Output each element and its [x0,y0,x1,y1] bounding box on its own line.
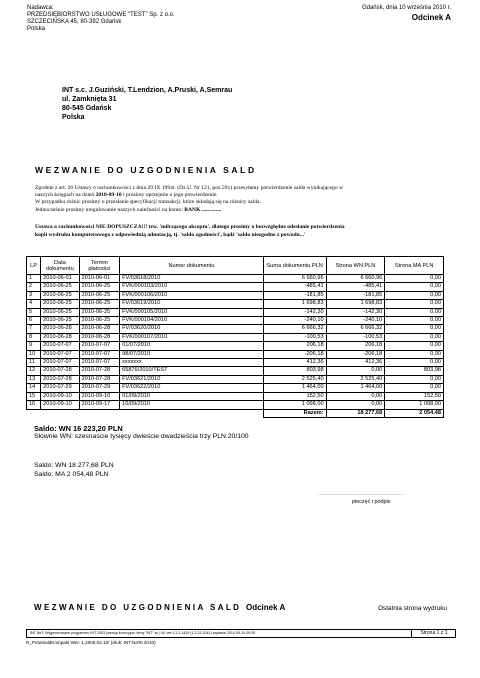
table-cell: 2010-07-07 [41,359,79,367]
table-cell: 412,36 [263,359,326,367]
warning-text [35,224,455,239]
table-cell: 1 464,00 [263,384,326,392]
last-page-label: Ostatnia strona wydruku [378,605,447,612]
table-cell: 0,00 [385,375,444,383]
table-cell: 1 464,00 [326,384,385,392]
table-cell: -206,18 [326,350,385,358]
table-cell: 1 098,00 [385,401,444,409]
table-cell: FV/03621/2010 [120,375,264,383]
recipient-block [62,86,232,122]
table-cell: -100,53 [263,333,326,341]
table-row [27,359,444,367]
sender-country: Polska [27,26,46,32]
recipient-name: INT s.c. J.Guziński, T.Lendzion, A.Pruski, A.Semrau [62,87,233,94]
report-id: R_PotwSaldKompakt Wer. 1.2006.02.10/ (druk: INT.NaTo 2010) [26,640,156,645]
intro-line-3: W przypadku różnic prosimy o przesłanie specyfikacji transakcji, które składają się na różnicy salda. [35,199,261,206]
table-cell: 2010-07-28 [79,375,119,383]
table-row [27,275,444,283]
table-cell: 2010-06-25 [41,283,79,291]
table-cell: 803,98 [263,367,326,375]
sender-label: Nadawca: [27,5,54,11]
table-cell: 6 660,96 [326,275,385,283]
table-cell: 2010-06-25 [79,291,119,299]
table-total-row [27,409,444,417]
col-header-wn: Strona WN PLN [326,257,385,275]
place-date: Gdańsk, dnia 10 września 2010 r. [361,5,451,11]
table-cell: 0,00 [326,392,385,400]
table-cell: 2010-06-25 [79,283,119,291]
table-cell: 2010-06-25 [41,300,79,308]
table-cell: 2010-06-01 [79,275,119,283]
table-cell: 6 [27,317,41,325]
table-cell: 0,00 [385,283,444,291]
table-cell: 2010-07-07 [79,342,119,350]
table-cell: 10 [27,350,41,358]
table-cell: 2010-07-28 [41,367,79,375]
table-cell: -485,41 [326,283,385,291]
table-cell: 6 666,32 [326,325,385,333]
table-cell: 2010-06-25 [41,308,79,316]
table-row [27,300,444,308]
table-cell: FV/03619/2010 [120,300,264,308]
table-cell: 2010-07-07 [79,350,119,358]
table-cell: 01/07/2010 [120,342,264,350]
table-cell: 11 [27,359,41,367]
table-cell: 01/09/2010 [120,392,264,400]
table-cell: FVK/000107/2010 [120,333,264,341]
table-cell: 2010-06-28 [41,333,79,341]
saldo-wn: Saldo: WN 18 277,68 PLN [34,462,114,469]
table-cell: 0,00 [326,367,385,375]
table-cell: 2010-07-07 [41,342,79,350]
table-cell: 0,00 [385,291,444,299]
footer-title: WEZWANIE DO UZGODNIENIA SALD Odcinek A [34,603,286,612]
table-cell: -181,85 [263,291,326,299]
saldo-ma: Saldo: MA 2 054,48 PLN [34,471,109,478]
table-row [27,392,444,400]
table-row [27,367,444,375]
table-row [27,342,444,350]
table-cell: 0,00 [385,325,444,333]
software-footer [26,629,456,638]
col-header-lp: LP [27,257,41,275]
table-row [27,308,444,316]
table-cell: 2010-07-28 [41,375,79,383]
table-cell: -240,10 [263,317,326,325]
table-cell: 7 [27,325,41,333]
software-info: INT NeT: Wygenerowane programem INT 2003 (wersja licencyjna: firmy "INT" sc.) W. ver.1.3.1.1439 (1.2.23.1041) wydanie 2010-09-10 09:30 [30,631,256,635]
table-cell: 803,98 [385,367,444,375]
table-row [27,291,444,299]
table-cell: 2010-06-25 [79,300,119,308]
table-cell: 9 [27,342,41,350]
table-cell: 2010-06-28 [41,325,79,333]
header-right [362,5,451,23]
table-row [27,325,444,333]
table-cell: -240,10 [326,317,385,325]
document-title: WEZWANIE DO UZGODNIENIA SALD [35,165,257,175]
table-cell: 0,00 [385,342,444,350]
sender-block [27,5,175,33]
table-cell: 2010-09-10 [41,392,79,400]
table-cell: 0,00 [385,333,444,341]
table-cell: 6 666,32 [263,325,326,333]
recipient-city: 80-545 Gdańsk [62,105,112,112]
table-cell: xxxxxxx [120,359,264,367]
table-cell: FV/03622/2010 [120,384,264,392]
table-cell: 6 660,96 [263,275,326,283]
total-label: Razem: [263,409,326,417]
table-cell: FVK/000103/2010 [120,283,264,291]
table-row [27,375,444,383]
table-row [27,350,444,358]
signature-label: pieczęć i podpis [352,499,391,505]
col-header-doc-number: Numer dokumentu [120,257,264,275]
table-cell: -485,41 [263,283,326,291]
col-header-ma: Strona MA PLN [385,257,444,275]
table-cell: 4 [27,300,41,308]
table-cell: 2010-07-29 [79,384,119,392]
total-ma: 2 054,48 [385,409,444,417]
table-cell: 0,00 [385,275,444,283]
table-cell: 65876/2010/TEST [120,367,264,375]
col-header-doc-date: Data dokumentu [41,257,79,275]
page-number: Strona 1 z 1 [411,630,456,637]
table-cell: 2 [27,283,41,291]
table-cell: 2010-06-28 [79,333,119,341]
table-cell: 2010-07-28 [79,367,119,375]
col-header-doc-sum: Suma dokumentu PLN [263,257,326,275]
table-cell: 2010-07-07 [79,359,119,367]
table-row [27,384,444,392]
table-cell: -142,30 [326,308,385,316]
table-cell: 0,00 [385,384,444,392]
table-cell: 2010-06-25 [79,317,119,325]
table-cell: 206,18 [263,342,326,350]
table-cell: FVK/000105/2010 [120,308,264,316]
table-cell: 2 525,40 [263,375,326,383]
footer-section: Odcinek A [245,603,286,612]
table-cell: FVK/000106/2010 [120,291,264,299]
table-cell: 2010-06-25 [41,317,79,325]
table-cell: -100,53 [326,333,385,341]
saldo-line: Saldo: WN 16 223,20 PLN [34,424,123,433]
intro-line-2: naszych księgach na dzień 2010-09-10 i prosimy uprzejmie o jego potwierdzenie. [35,192,218,199]
bank-account: BANK .............. [184,206,222,213]
table-cell: 0,00 [326,401,385,409]
table-cell: 0,00 [385,317,444,325]
table-cell: 2010-07-07 [41,350,79,358]
table-cell: 3 [27,291,41,299]
table-cell: 2010-07-29 [41,384,79,392]
table-cell: 206,18 [326,342,385,350]
table-cell: 16 [27,401,41,409]
table-cell: 0,00 [385,300,444,308]
table-cell: 2010-06-25 [79,308,119,316]
table-cell: 2010-06-28 [79,325,119,333]
table-cell: 1 698,83 [326,300,385,308]
table-row [27,317,444,325]
signature-dots: ...................................................... [318,491,404,497]
recipient-street: ul. Zamknięta 31 [62,96,117,103]
table-cell: 14 [27,384,41,392]
table-cell: FVK/000104/2010 [120,317,264,325]
table-cell: 5 [27,308,41,316]
section-label: Odcinek A [411,13,451,22]
table-cell: 2010-06-25 [41,291,79,299]
sender-street: SZCZECIŃSKA 45, 80-392 Gdańsk [27,19,122,25]
table-cell: -181,85 [326,291,385,299]
table-cell: 15 [27,392,41,400]
sender-company: PRZEDSIĘBIORSTWO USŁUGOWE "TEST" Sp. z o.o. [27,12,175,18]
table-cell: 1 698,83 [263,300,326,308]
total-wn: 18 277,68 [326,409,385,417]
table-cell: 8 [27,333,41,341]
table-cell: 2 525,40 [326,375,385,383]
table-cell: 2010-06-01 [41,275,79,283]
table-cell: 0,00 [385,308,444,316]
table-cell: FV/03620/2010 [120,325,264,333]
table-cell: FV/03618/2010 [120,275,264,283]
table-cell: 0,00 [385,359,444,367]
table-cell: 13 [27,375,41,383]
table-row [27,333,444,341]
table-row [27,401,444,409]
warning-line-2: kopii wydruku komputerowego z odpowiednią adnotacją, tj. 'saldo zgodności', bądź 'saldo niezgodne z powodu...' [35,231,306,238]
table-cell: -206,18 [263,350,326,358]
intro-line-4: Jednocześnie prosimy uregulowanie naszych należności na konto: BANK .............. [35,206,222,213]
table-cell: 152,50 [263,392,326,400]
saldo-words: Słownie WN: szesnaście tysięcy dwieście dwadzieścia trzy PLN 20/100 [34,433,249,440]
table-cell: -142,30 [263,308,326,316]
table-cell: 0,00 [385,350,444,358]
table-row [27,283,444,291]
table-cell: 12 [27,367,41,375]
table-cell: 98/07/2010 [120,350,264,358]
col-header-due-date: Termin płatności [79,257,119,275]
warning-line-1: Ustawa o rachunkowości NIE DOPUSZCZA!!! tzw. 'milczącego akceptu', dlatego prosimy o bezwzględne odesłanie potwierdzenia [35,224,345,230]
table-header-row [27,257,444,275]
balance-date: 2010-09-10 [95,192,122,199]
recipient-country: Polska [62,114,85,121]
table-cell: 152,50 [385,392,444,400]
table-cell: 10/09/2010 [120,401,264,409]
table-cell: 1 098,00 [263,401,326,409]
balance-table [26,256,444,418]
intro-line-1: Zgodnie z art. 26 Ustawy o rachunkowości z dnia 29 IX 1994r. (Dz.U. Nr 121, poz.591) przesyłamy potwierdzenie salda wynikającego w [35,185,344,191]
table-cell: 2010-09-17 [79,401,119,409]
table-cell: 412,36 [326,359,385,367]
intro-text [35,185,455,214]
table-cell: 1 [27,275,41,283]
table-cell: 2010-09-10 [79,392,119,400]
table-cell: 2010-09-10 [41,401,79,409]
